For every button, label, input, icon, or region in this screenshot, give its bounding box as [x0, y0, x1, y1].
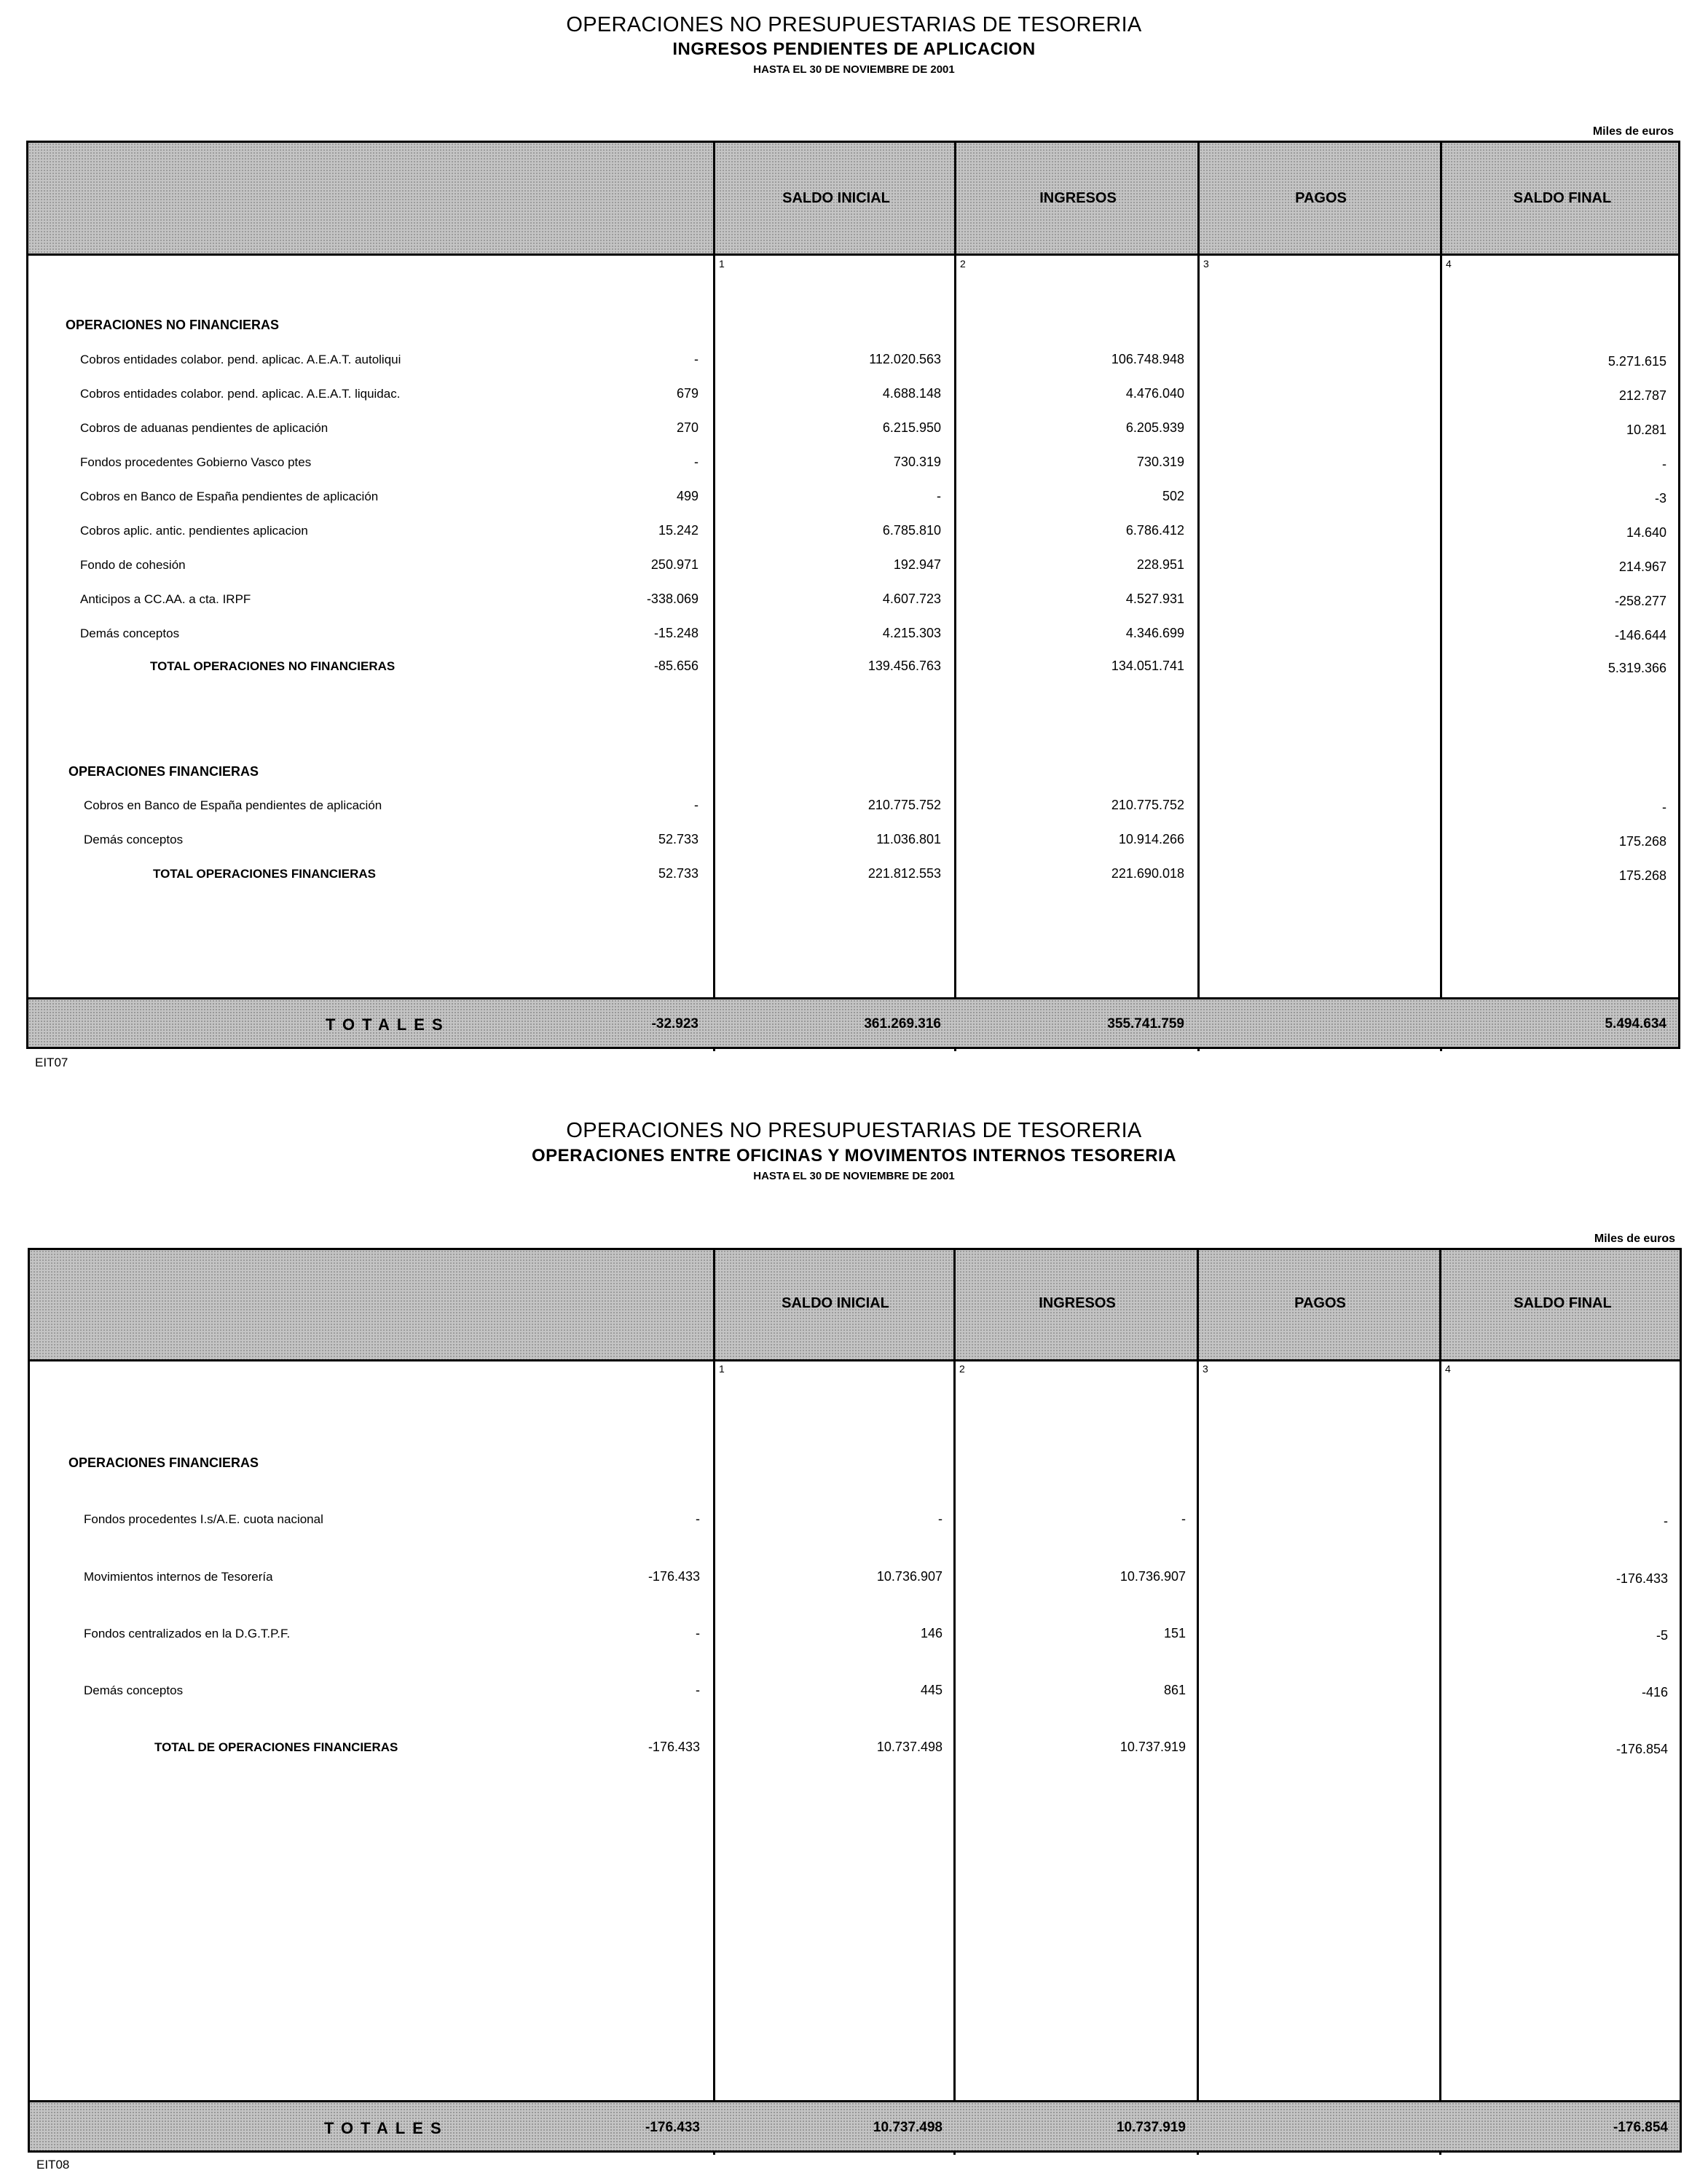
table2-col-header-1: SALDO INICIAL [782, 1295, 889, 1311]
table-row-label: Cobros en Banco de España pendientes de aplicación [84, 798, 382, 812]
table-cell: 52.733 [658, 866, 698, 881]
table-cell: 10.736.907 [1119, 1569, 1186, 1584]
table1-col-header-2: INGRESOS [1039, 190, 1117, 206]
table-row-label: Fondos procedentes I.s/A.E. cuota nacional [84, 1512, 323, 1526]
table2-col-number: 2 [959, 1363, 965, 1375]
table-cell: 221.690.018 [1111, 866, 1184, 881]
table1-col-header-1: SALDO INICIAL [782, 190, 890, 206]
table-cell: -176.433 [648, 1569, 700, 1584]
table2-frame [28, 1248, 1682, 2153]
table-row-label: Fondos centralizados en la D.G.T.P.F. [84, 1627, 291, 1640]
table-cell: 10.736.907 [876, 1569, 942, 1584]
table-cell: 10.914.266 [1118, 832, 1184, 846]
table2-units: Miles de euros [1594, 1233, 1675, 1245]
table-cell: -416 [1641, 1685, 1668, 1699]
table1-total-value: 361.269.316 [864, 1016, 941, 1031]
table2-total-value: 10.737.919 [1116, 2120, 1186, 2135]
table2-col-header-2: INGRESOS [1039, 1295, 1116, 1311]
table-row-label: Cobros en Banco de España pendientes de aplicación [80, 490, 379, 503]
table1-col-header-3: PAGOS [1295, 190, 1347, 206]
table-cell: 221.812.553 [867, 866, 941, 881]
table-cell: 151 [1163, 1626, 1186, 1640]
table-cell: 4.346.699 [1125, 626, 1184, 640]
table1-col-divider [713, 143, 715, 1051]
table2-col-divider [953, 1250, 956, 2155]
table-cell: -85.656 [653, 659, 698, 673]
table-cell: 6.215.950 [882, 420, 941, 435]
table-cell: 861 [1163, 1683, 1186, 1697]
table2-total-value: -176.854 [1613, 2120, 1668, 2135]
table-cell: 4.688.148 [882, 386, 941, 401]
table2-total-value: 10.737.498 [873, 2120, 942, 2135]
table1-col-number: 3 [1203, 258, 1209, 270]
table-cell: -176.433 [648, 1740, 700, 1754]
table1-title: OPERACIONES NO PRESUPUESTARIAS DE TESORERIA [566, 13, 1142, 36]
table1-totals-band [28, 997, 1678, 1047]
table-cell: 499 [676, 489, 698, 503]
table-cell: - [937, 489, 941, 503]
table-row-label: Demás conceptos [84, 1683, 184, 1697]
table-row-label: Fondo de cohesión [80, 558, 186, 572]
table-cell: -5 [1656, 1628, 1668, 1643]
table-cell: 502 [1162, 489, 1184, 503]
table-row-label: Fondos procedentes Gobierno Vasco ptes [80, 455, 312, 469]
table-cell: 4.527.931 [1125, 592, 1184, 606]
table-cell: - [694, 352, 698, 366]
table-cell: 4.215.303 [882, 626, 941, 640]
table2-col-divider [1439, 1250, 1441, 2155]
table-cell: 4.476.040 [1125, 386, 1184, 401]
table2-total-label: TOTAL DE OPERACIONES FINANCIERAS [154, 1740, 398, 1754]
table-cell: 212.787 [1618, 388, 1666, 403]
table-cell: 679 [676, 386, 698, 401]
table-cell: 214.967 [1618, 559, 1666, 574]
table2-totals-label: TOTALES [324, 2119, 449, 2137]
table-cell: 11.036.801 [876, 832, 941, 846]
table-cell: -176.433 [1615, 1571, 1668, 1586]
table-cell: 146 [920, 1626, 942, 1640]
table1-total-value: 5.494.634 [1605, 1016, 1666, 1031]
table-row-label: Demás conceptos [80, 626, 180, 640]
table2-col-divider [713, 1250, 715, 2155]
table1-total-label: TOTAL OPERACIONES NO FINANCIERAS [150, 659, 395, 673]
table-cell: 10.281 [1626, 423, 1666, 437]
table1-code: EIT07 [35, 1056, 68, 1069]
table1-total-value: 355.741.759 [1107, 1016, 1184, 1031]
table1-section-heading: OPERACIONES FINANCIERAS [68, 764, 259, 779]
table-row-label: Cobros entidades colabor. pend. aplicac. A.E.A.T. liquidac. [80, 387, 401, 401]
table-cell: -176.854 [1615, 1742, 1668, 1756]
table1-col-number: 2 [960, 258, 966, 270]
table-cell: 14.640 [1626, 525, 1666, 540]
table-row-label: Demás conceptos [84, 833, 184, 846]
table2-title: OPERACIONES NO PRESUPUESTARIAS DE TESORERIA [566, 1119, 1142, 1142]
table-cell: 6.785.810 [882, 523, 941, 538]
table1-total-value: -32.923 [651, 1016, 698, 1031]
table2-col-number: 3 [1203, 1363, 1208, 1375]
table-cell: 10.737.919 [1119, 1740, 1186, 1754]
table-row-label: Cobros aplic. antic. pendientes aplicacion [80, 524, 308, 538]
table1-frame [26, 141, 1680, 1049]
table-cell: -15.248 [653, 626, 698, 640]
table-cell: -338.069 [646, 592, 698, 606]
table-row-label: Movimientos internos de Tesorería [84, 1570, 273, 1584]
table-cell: 15.242 [658, 523, 698, 538]
table-cell: 445 [920, 1683, 942, 1697]
table-row-label: Cobros de aduanas pendientes de aplicación [80, 421, 328, 435]
table1-col-divider [1197, 143, 1200, 1051]
table1-col-divider [1440, 143, 1442, 1051]
table2-col-number: 4 [1445, 1363, 1451, 1375]
table-cell: 192.947 [893, 557, 941, 572]
table1-col-number: 4 [1446, 258, 1452, 270]
table2-col-number: 1 [719, 1363, 725, 1375]
table-cell: - [1662, 800, 1666, 814]
table2-total-value: -176.433 [645, 2120, 700, 2135]
table-cell: 228.951 [1136, 557, 1184, 572]
table-cell: - [1664, 1514, 1668, 1528]
table-cell: -146.644 [1614, 628, 1666, 642]
table2-col-divider [1197, 1250, 1199, 2155]
table1-date: HASTA EL 30 DE NOVIEMBRE DE 2001 [753, 63, 955, 76]
table1-total-label: TOTAL OPERACIONES FINANCIERAS [153, 867, 377, 881]
table-cell: -258.277 [1614, 594, 1666, 608]
table-row-label: Anticipos a CC.AA. a cta. IRPF [80, 592, 251, 606]
table2-col-header-4: SALDO FINAL [1514, 1295, 1612, 1311]
table-cell: 210.775.752 [867, 798, 941, 812]
table-cell: - [1181, 1512, 1186, 1526]
table-cell: - [1662, 457, 1666, 471]
table-cell: 139.456.763 [867, 659, 941, 673]
table-cell: 5.319.366 [1607, 661, 1666, 675]
table-cell: - [694, 798, 698, 812]
table-cell: 270 [676, 420, 698, 435]
table-cell: 250.971 [650, 557, 698, 572]
table-cell: 52.733 [658, 832, 698, 846]
table-row-label: Cobros entidades colabor. pend. aplicac. A.E.A.T. autoliqui [80, 353, 401, 366]
table1-section-heading: OPERACIONES NO FINANCIERAS [66, 318, 280, 332]
table1-totals-label: TOTALES [326, 1015, 450, 1034]
table-cell: 4.607.723 [882, 592, 941, 606]
table-cell: 134.051.741 [1111, 659, 1184, 673]
table2-date: HASTA EL 30 DE NOVIEMBRE DE 2001 [753, 1170, 955, 1182]
table-cell: - [938, 1512, 942, 1526]
table2-totals-band [30, 2100, 1680, 2150]
table1-subtitle: INGRESOS PENDIENTES DE APLICACION [672, 39, 1036, 59]
table-cell: 210.775.752 [1111, 798, 1184, 812]
table-cell: - [696, 1626, 700, 1640]
table-cell: 175.268 [1618, 868, 1666, 883]
table1-col-divider [954, 143, 956, 1051]
table-cell: - [696, 1512, 700, 1526]
table-cell: 730.319 [1136, 455, 1184, 469]
table1-col-number: 1 [719, 258, 725, 270]
table-cell: - [694, 455, 698, 469]
table2-code: EIT08 [36, 2158, 70, 2172]
table-cell: 5.271.615 [1607, 354, 1666, 369]
table-cell: 175.268 [1618, 834, 1666, 849]
table-cell: 10.737.498 [876, 1740, 942, 1754]
table-cell: 112.020.563 [869, 352, 941, 366]
table2-col-header-3: PAGOS [1294, 1295, 1346, 1311]
table-cell: 6.205.939 [1125, 420, 1184, 435]
table-cell: 6.786.412 [1125, 523, 1184, 538]
table-cell: -3 [1654, 491, 1666, 506]
table-cell: 106.748.948 [1111, 352, 1184, 366]
table2-section-heading: OPERACIONES FINANCIERAS [68, 1455, 259, 1470]
table1-units: Miles de euros [1592, 125, 1674, 138]
table2-subtitle: OPERACIONES ENTRE OFICINAS Y MOVIMENTOS INTERNOS TESORERIA [531, 1146, 1177, 1166]
table-cell: 730.319 [893, 455, 941, 469]
table1-col-header-4: SALDO FINAL [1513, 190, 1612, 206]
table-cell: - [696, 1683, 700, 1697]
